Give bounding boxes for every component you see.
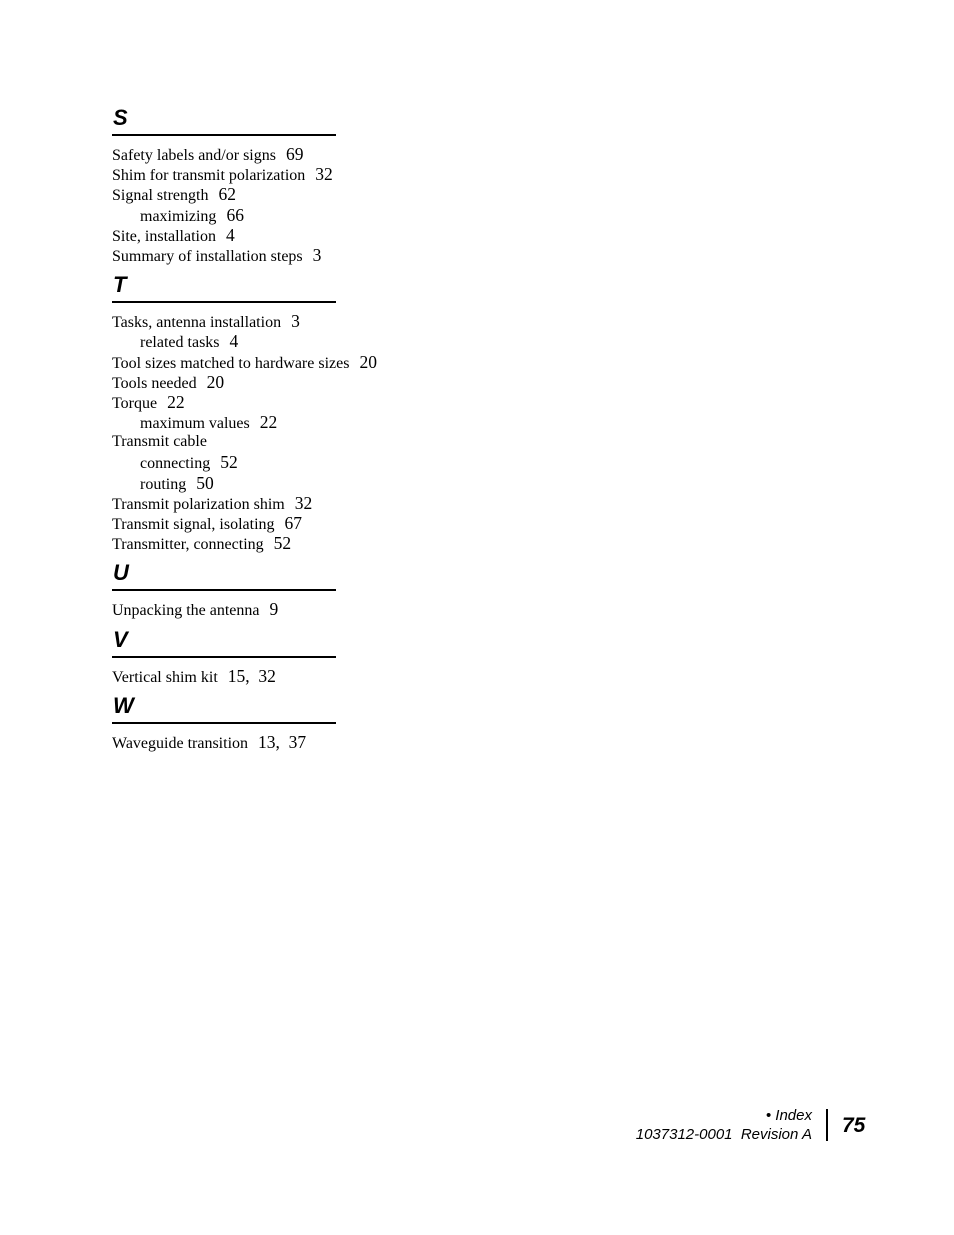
index-column [112, 104, 512, 758]
entry-term: Shim for transmit polarization [112, 167, 306, 185]
index-entry [112, 372, 512, 392]
footer-section-label: • Index [765, 1107, 812, 1124]
index-subentry [112, 331, 512, 351]
index-entry [112, 164, 512, 184]
entry-term: Signal strength [112, 187, 209, 205]
index-entry [112, 533, 512, 553]
index-section-s [112, 104, 512, 265]
footer-divider [826, 1109, 828, 1141]
index-section-u [112, 559, 512, 619]
index-entry [112, 513, 512, 533]
index-entry [112, 493, 512, 513]
entry-page-refs: 52 [220, 452, 238, 473]
entry-page-refs: 52 [273, 533, 292, 554]
entry-term: connecting [140, 455, 211, 473]
index-subentry [112, 473, 512, 493]
entry-page-refs: 69 [285, 144, 304, 164]
entry-term: Unpacking the antenna [112, 602, 260, 620]
section-rule [112, 134, 336, 136]
entry-page-refs: 4 [229, 331, 239, 352]
index-entry [112, 352, 512, 372]
entry-term: Waveguide transition [112, 734, 249, 752]
entry-page-refs: 15, 32 [227, 665, 276, 686]
index-entry [112, 184, 512, 204]
page-footer [636, 1106, 812, 1144]
section-letter: T [113, 272, 127, 298]
entry-term: maximizing [140, 207, 217, 225]
entry-page-refs: 3 [291, 311, 300, 332]
index-entry [112, 599, 512, 619]
index-subentry [112, 412, 512, 432]
entry-term: Torque [112, 394, 158, 412]
section-rule [112, 589, 336, 591]
entry-term: related tasks [140, 334, 220, 352]
section-letter: V [113, 626, 128, 652]
entry-term: Tools needed [112, 374, 197, 392]
entry-page-refs: 32 [315, 164, 333, 185]
entry-term: Tool sizes matched to hardware sizes [112, 354, 350, 372]
entry-page-refs: 3 [312, 244, 322, 265]
entry-page-refs: 4 [226, 224, 235, 245]
index-entry [112, 666, 512, 686]
section-rule [112, 656, 336, 658]
section-letter: U [113, 560, 129, 586]
entry-page-refs: 13, 37 [258, 731, 307, 752]
entry-term: Transmit cable [112, 433, 207, 451]
index-entry [112, 392, 512, 412]
entry-page-refs: 22 [259, 412, 278, 433]
entry-term: Transmitter, connecting [112, 536, 264, 554]
section-letter: W [113, 692, 134, 718]
index-entry [112, 432, 512, 452]
entry-term: Transmit polarization shim [112, 495, 285, 513]
entry-term: Site, installation [112, 227, 216, 245]
index-section-w [112, 692, 512, 752]
index-subentry [112, 452, 512, 472]
entry-term: maximum values [140, 415, 250, 433]
entry-term: Vertical shim kit [112, 668, 218, 686]
entry-page-refs: 32 [294, 492, 313, 513]
index-entry [112, 144, 512, 164]
entry-page-refs: 20 [359, 351, 377, 372]
entry-term: Summary of installation steps [112, 247, 303, 265]
index-entry [112, 225, 512, 245]
entry-page-refs: 62 [218, 184, 236, 205]
index-section-v [112, 626, 512, 686]
section-rule [112, 301, 336, 303]
index-entry [112, 311, 512, 331]
entry-page-refs: 22 [167, 391, 185, 412]
entry-term: Safety labels and/or signs [112, 147, 276, 164]
index-entry [112, 245, 512, 265]
section-rule [112, 722, 336, 724]
section-letter: S [113, 105, 128, 130]
entry-page-refs: 66 [226, 204, 244, 225]
entry-term: Transmit signal, isolating [112, 516, 275, 533]
entry-page-refs: 9 [269, 599, 279, 620]
footer-doc-revision: 1037312-0001 Revision A [635, 1126, 812, 1143]
entry-term: routing [140, 475, 187, 493]
entry-page-refs: 20 [206, 371, 225, 392]
entry-term: Tasks, antenna installation [112, 314, 282, 332]
index-entry [112, 732, 512, 752]
entry-page-refs: 50 [196, 472, 214, 493]
index-section-t [112, 271, 512, 553]
index-subentry [112, 205, 512, 225]
entry-page-refs: 67 [284, 513, 303, 533]
page-number: 75 [842, 1114, 866, 1137]
